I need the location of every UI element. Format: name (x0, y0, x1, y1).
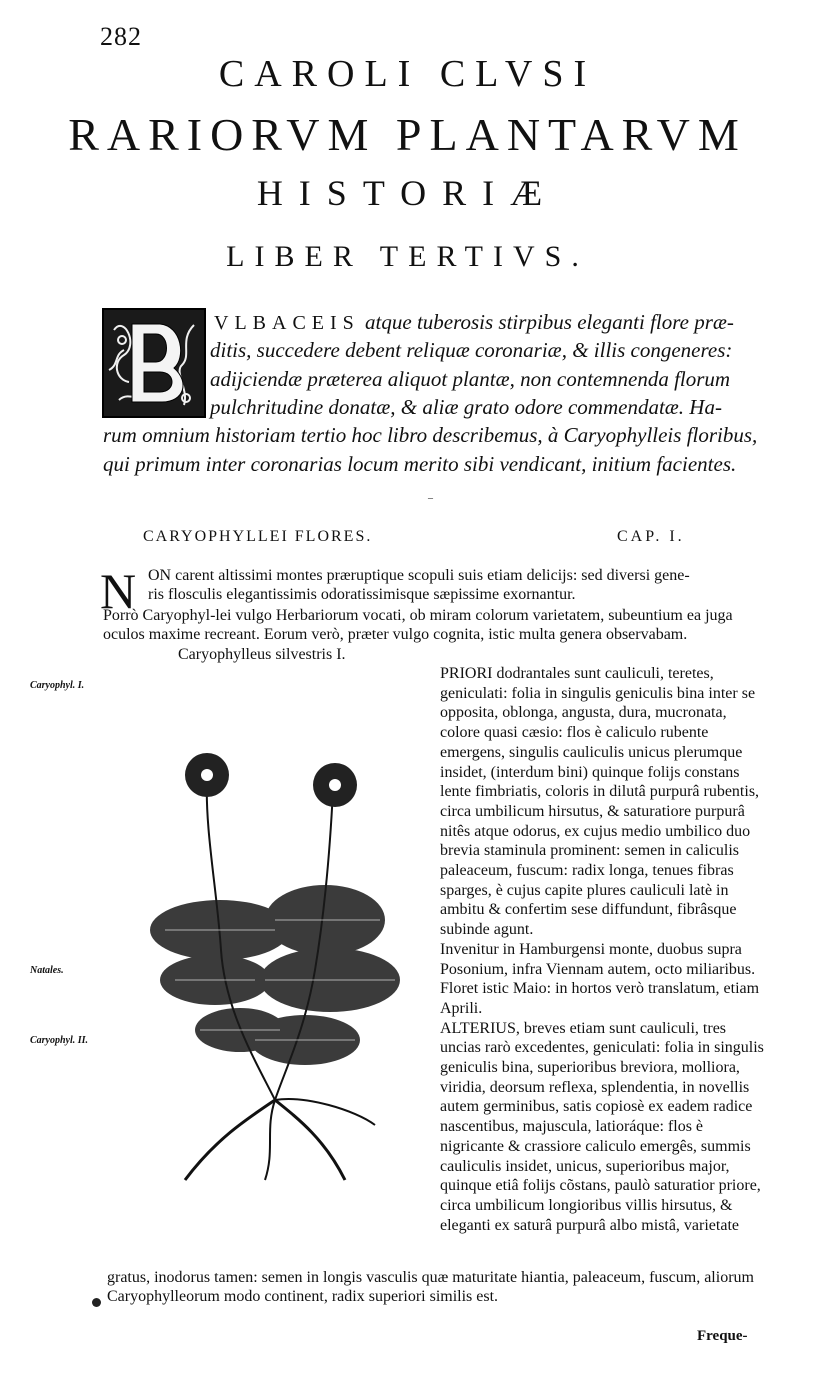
chapter-number: CAP. I. (617, 528, 685, 545)
margin-note-caryophyl-2: Caryophyl. II. (30, 1035, 89, 1046)
margin-note-natales: Natales. (30, 965, 64, 976)
right-column (440, 664, 770, 1235)
ornament-icon (104, 310, 204, 416)
intro-first-line (214, 308, 774, 337)
plant-woodcut-illustration (125, 740, 425, 1185)
decorated-initial-b (102, 308, 206, 418)
margin-note-caryophyl-1: Caryophyl. I. (30, 680, 85, 691)
title-historiae: HISTORIÆ (256, 173, 559, 213)
stray-mark: – (428, 493, 433, 504)
intro-smallcaps: VLBACEIS (214, 312, 360, 334)
ink-spot (92, 1298, 101, 1307)
initial-n: N (100, 563, 137, 619)
carnation-plant-icon (125, 740, 425, 1185)
paragraph-1-body: Porrò Caryophyl-lei vulgo Herbariorum vocati, ob miram colorum varietatem, subeuntium ea juga oculos maxime recreant. Eorum verò, præter vulgo cognita, istic multa genera observabam. (103, 607, 733, 643)
closing-paragraph: gratus, inodorus tamen: semen in longis vasculis quæ maturitate hiantia, paleaceum, fuscum, aliorum Caryophylleorum modo continent, radix superiori similis est. (107, 1269, 754, 1305)
description-species-2: ALTERIUS, breves etiam sunt cauliculi, tres uncias rarò excedentes, geniculati: folia in singulis geniculis bina, superioribus breviora, molliora, viridia, deorsum reflexa, splendentia, in novellis autem germinibus, satis copiosè ex eadem radice nascentibus, majuscula, latioráque: flos è nigricante & crassiore caliculo emergês, summis cauliculis insidet, unicus, superioribus major, quinque etiâ folijs cõstans, paulò saturatior priore, circa umbilicum longioribus villis hirsutus, & eleganti ex saturâ purpurâ albo mistâ, varietate (440, 1019, 764, 1234)
description-species-1: PRIORI dodrantales sunt cauliculi, teretes, geniculati: folia in singulis geniculis bina inter se opposita, oblonga, angusta, dura, mucronata, colore quasi cæsio: flos è caliculo rubente emergens, singulis cauliculis unicus plerumque insidet, (interdum bini) quinque folijs constans lente fimbriatis, coloris in dilutâ purpurâ rubentis, circa umbilicum hirsutus, & saturatiore purpurâ nitês atque odorus, ex cujus medio umbilico duo brevia staminula prominent: semen in caliculis paleaceum, fuscum: radix longa, tenues fibras sparges, è cujus capite plures cauliculi latè in ambitu & confertim sese diffundunt, fibrâsque subinde agunt. (440, 665, 760, 939)
paragraph-1-line1: ON carent altissimi montes præruptique scopuli suis etiam delicijs: sed diversi gene- (148, 567, 690, 584)
title-work: RARIORVM PLANTARVM (68, 109, 747, 160)
species-label: Caryophylleus silvestris I. (178, 646, 346, 663)
habitat-paragraph: Invenitur in Hamburgensi monte, duobus supra Posonium, infra Viennam autem, octo miliaribus. Floret istic Maio: in hortos verò translatum, etiam Aprili. (440, 940, 760, 1017)
paragraph-1-opening (148, 566, 770, 604)
intro-first-rest: atque tuberosis stirpibus eleganti flore præ- (365, 310, 734, 334)
title-author: CAROLI CLVSI (218, 53, 597, 95)
chapter-title: CARYOPHYLLEI FLORES. (143, 528, 373, 545)
intro-paragraph: ditis, succedere debent reliquæ coronariæ, & illis congeneres: adijciendæ præterea aliquot plantæ, non contemnenda florum pulchritudine donatæ, & aliæ grato odore commendatæ. Ha- (210, 338, 733, 419)
page-number: 282 (100, 22, 142, 51)
paragraph-1-line1b: ris flosculis elegantissimis odoratissimisque sæpissime exornantur. (148, 586, 576, 603)
catchword: Freque- (697, 1328, 748, 1344)
title-book: LIBER TERTIVS. (226, 240, 589, 273)
intro-paragraph-cont: rum omnium historiam tertio hoc libro describemus, à Caryophylleis floribus, qui primum inter coronarias locum merito sibi vendicant, initium facientes. (103, 423, 758, 476)
